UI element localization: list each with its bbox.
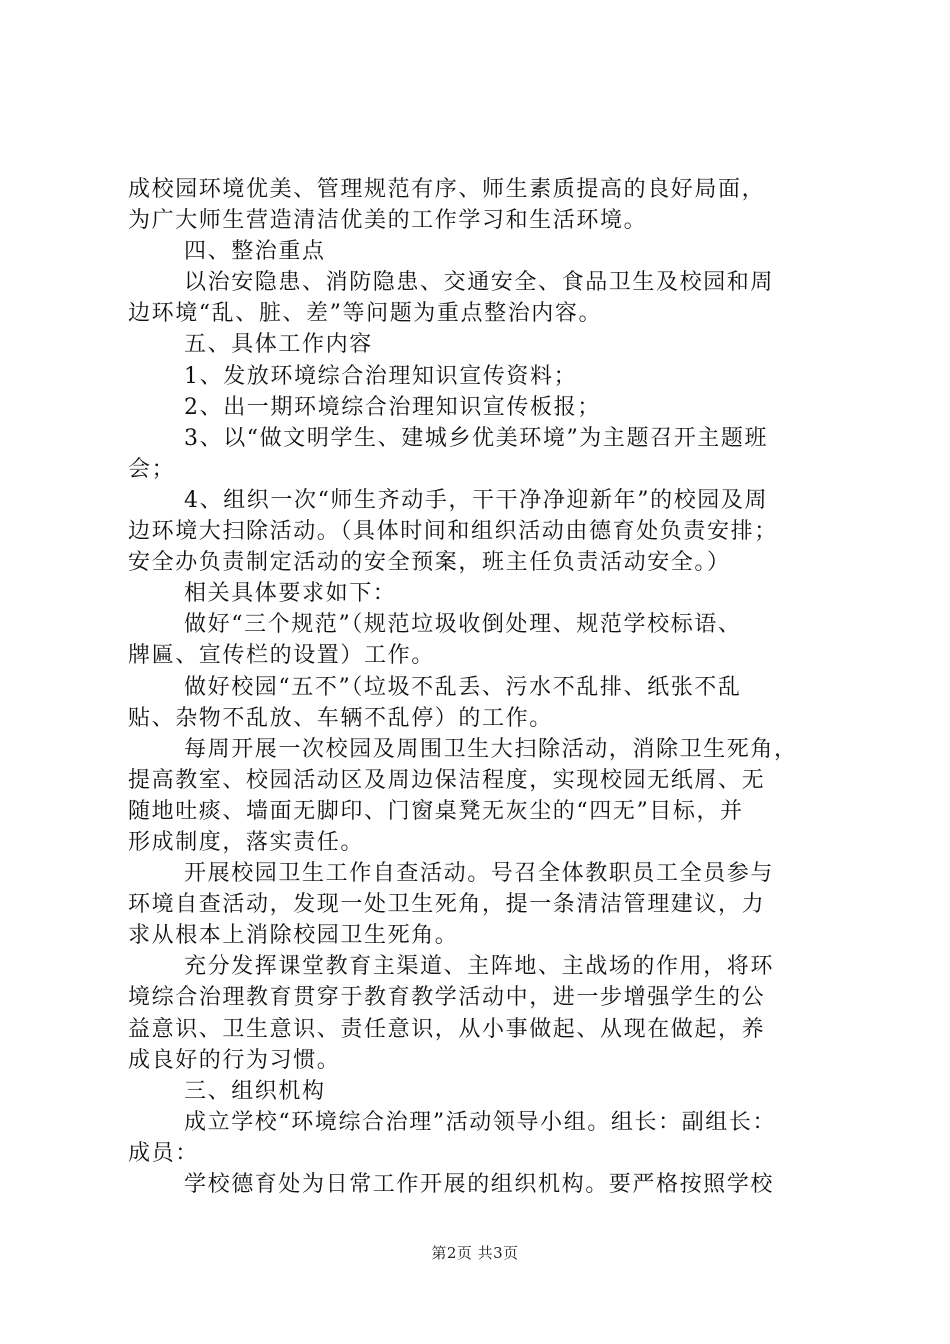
text-line: 1、发放环境综合治理知识宣传资料； [184, 363, 578, 389]
text-line: 做好校园“五不”（垃圾不乱丢、污水不乱排、纸张不乱 [184, 674, 742, 700]
text-line: 成立学校“环境综合治理”活动领导小组。组长：副组长： [184, 1109, 777, 1135]
text-line: 充分发挥课堂教育主渠道、主阵地、主战场的作用，将环 [184, 954, 775, 980]
text-line: 2、出一期环境综合治理知识宣传板报； [184, 394, 601, 420]
text-line: 四、整治重点 [184, 239, 326, 265]
document-body [128, 174, 838, 1200]
text-line: 以治安隐患、消防隐患、交通安全、食品卫生及校园和周 [184, 270, 775, 296]
text-line: 会； [128, 456, 176, 482]
text-line: 3、以“做文明学生、建城乡优美环境”为主题召开主题班 [184, 425, 769, 451]
text-line: 做好“三个规范”（规范垃圾收倒处理、规范学校标语、 [184, 612, 742, 638]
text-line: 牌匾、宣传栏的设置）工作。 [128, 643, 435, 669]
text-line: 学校德育处为日常工作开展的组织机构。要严格按照学校 [184, 1172, 775, 1197]
text-line: 4、组织一次“师生齐动手，干干净净迎新年”的校园及周 [184, 487, 769, 513]
text-line: 为广大师生营造清洁优美的工作学习和生活环境。 [128, 208, 648, 234]
text-line: 成员： [128, 1140, 199, 1166]
text-line: 成校园环境优美、管理规范有序、师生素质提高的良好局面， [128, 177, 766, 202]
text-line: 五、具体工作内容 [184, 332, 373, 358]
page-footer: 第2页 共3页 [431, 1244, 519, 1262]
text-line: 随地吐痰、墙面无脚印、门窗桌凳无灰尘的“四无”目标，并 [128, 798, 744, 824]
text-line: 三、组织机构 [184, 1078, 326, 1104]
text-line: 贴、杂物不乱放、车辆不乱停）的工作。 [128, 705, 553, 731]
text-line: 边环境大扫除活动。（具体时间和组织活动由德育处负责安排； [128, 519, 778, 545]
text-line: 每周开展一次校园及周围卫生大扫除活动，消除卫生死角， [184, 736, 798, 762]
text-line: 益意识、卫生意识、责任意识，从小事做起、从现在做起，养 [128, 1016, 766, 1042]
text-line: 开展校园卫生工作自查活动。号召全体教职员工全员参与 [184, 861, 775, 887]
text-line: 成良好的行为习惯。 [128, 1047, 341, 1073]
text-line: 安全办负责制定活动的安全预案，班主任负责活动安全。） [128, 550, 731, 576]
text-line: 提高教室、校园活动区及周边保洁程度，实现校园无纸屑、无 [128, 767, 766, 793]
text-line: 环境自查活动，发现一处卫生死角，提一条清洁管理建议，力 [128, 892, 766, 918]
text-line: 形成制度，落实责任。 [128, 829, 365, 855]
text-line: 相关具体要求如下： [184, 581, 397, 607]
text-line: 边环境“乱、脏、差”等问题为重点整治内容。 [128, 301, 603, 327]
text-line: 境综合治理教育贯穿于教育教学活动中，进一步增强学生的公 [128, 985, 766, 1011]
text-line: 求从根本上消除校园卫生死角。 [128, 923, 459, 949]
